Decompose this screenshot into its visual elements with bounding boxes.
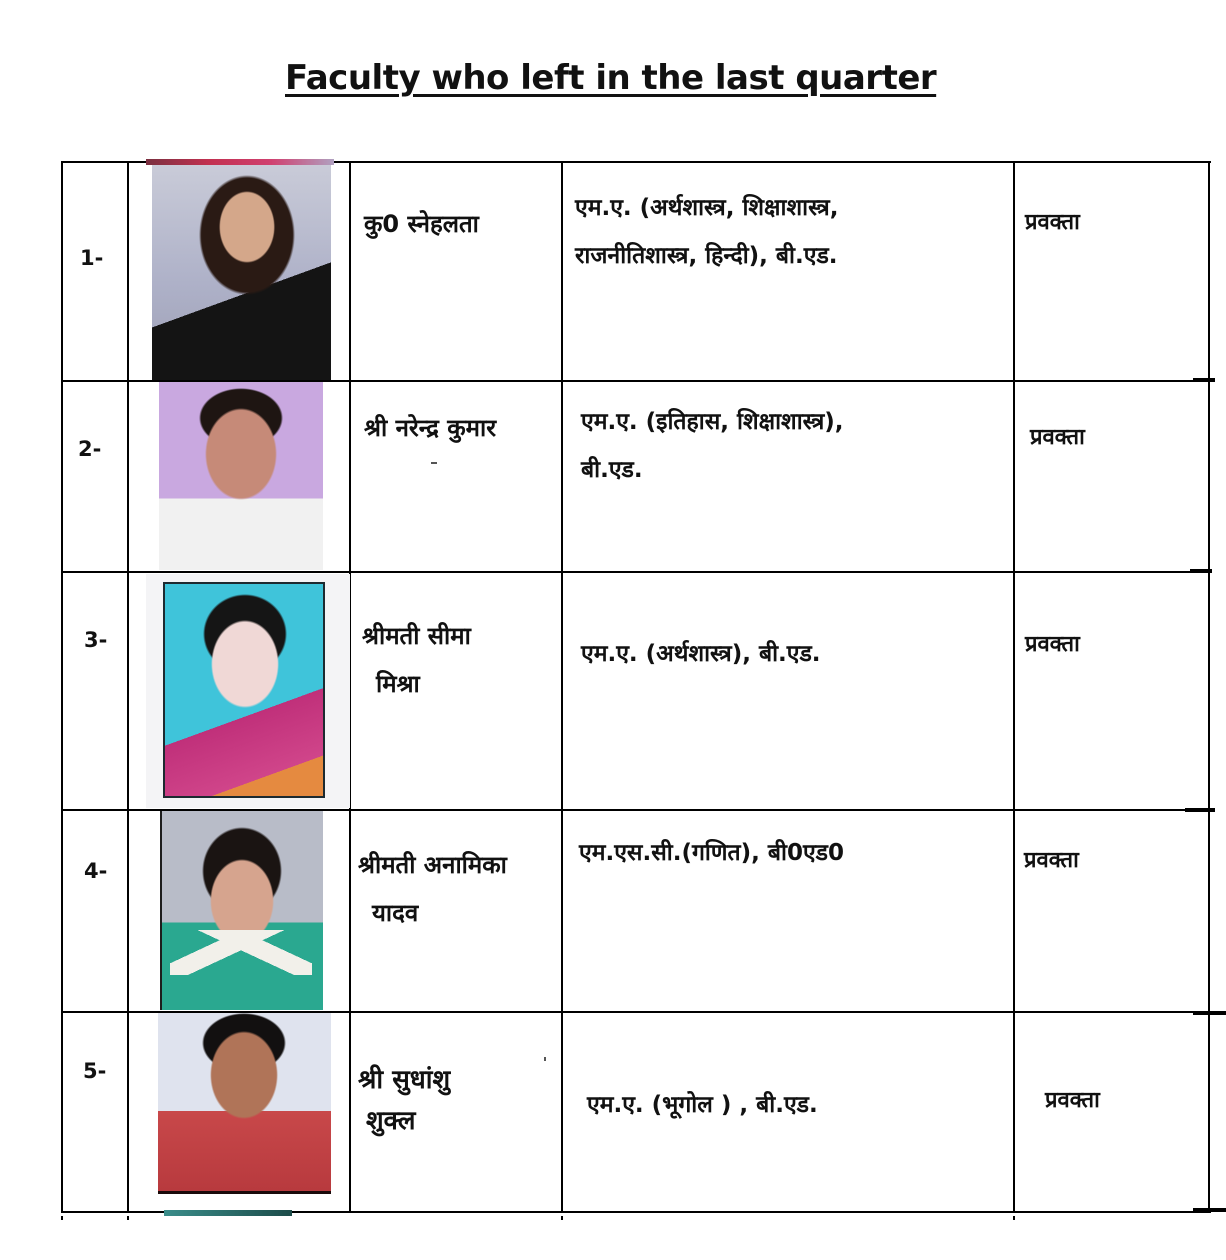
faculty-photo-detail [170, 930, 312, 975]
qualification: राजनीतिशास्त्र, हिन्दी), बी.एड. [575, 243, 838, 269]
designation: प्रवक्ता [1025, 632, 1080, 657]
table-border [561, 161, 563, 1213]
faculty-photo [158, 1013, 331, 1194]
table-border-tick [1193, 378, 1215, 382]
faculty-name: श्री सुधांशु [358, 1065, 451, 1095]
designation: प्रवक्ता [1025, 210, 1080, 235]
designation: प्रवक्ता [1030, 425, 1085, 450]
qualification: एम.ए. (भूगोल ) , बी.एड. [587, 1092, 818, 1118]
qualification: एम.एस.सी.(गणित), बी0एड0 [579, 840, 844, 866]
serial-number: 4- [84, 859, 108, 883]
serial-number: 1- [80, 246, 104, 270]
faculty-name: यादव [372, 899, 419, 927]
table-border-fragment [61, 1216, 63, 1220]
table-border [127, 161, 129, 1213]
table-border [61, 571, 1211, 573]
faculty-photo [159, 382, 323, 570]
table-border-tick [1185, 808, 1215, 812]
photo-fragment [164, 1210, 292, 1216]
faculty-name: शुक्ल [366, 1106, 416, 1136]
faculty-name: कु0 स्नेहलता [364, 210, 479, 238]
stray-mark [431, 462, 437, 464]
faculty-name: मिश्रा [376, 670, 420, 698]
designation: प्रवक्ता [1045, 1088, 1100, 1113]
qualification: एम.ए. (अर्थशास्त्र, शिक्षाशास्त्र, [575, 195, 839, 221]
faculty-photo [160, 811, 323, 1010]
serial-number: 3- [84, 628, 108, 652]
serial-number: 2- [78, 437, 102, 461]
faculty-photo [163, 582, 325, 798]
faculty-name: श्री नरेन्द्र कुमार [364, 414, 497, 442]
table-border [1013, 161, 1015, 1213]
faculty-photo [152, 165, 331, 380]
qualification: एम.ए. (इतिहास, शिक्षाशास्त्र), [581, 409, 844, 435]
faculty-name: श्रीमती अनामिका [358, 851, 507, 879]
faculty-name: श्रीमती सीमा [362, 622, 471, 650]
table-border [61, 161, 63, 1213]
page-title: Faculty who left in the last quarter [285, 58, 937, 98]
serial-number: 5- [83, 1059, 107, 1083]
table-border [1208, 161, 1210, 1213]
table-border-fragment [127, 1216, 129, 1220]
qualification: एम.ए. (अर्थशास्त्र), बी.एड. [581, 641, 821, 667]
table-border-fragment [561, 1216, 563, 1220]
designation: प्रवक्ता [1024, 848, 1079, 873]
table-border-fragment [1013, 1216, 1015, 1220]
qualification: बी.एड. [581, 457, 643, 483]
stray-mark [544, 1057, 546, 1061]
